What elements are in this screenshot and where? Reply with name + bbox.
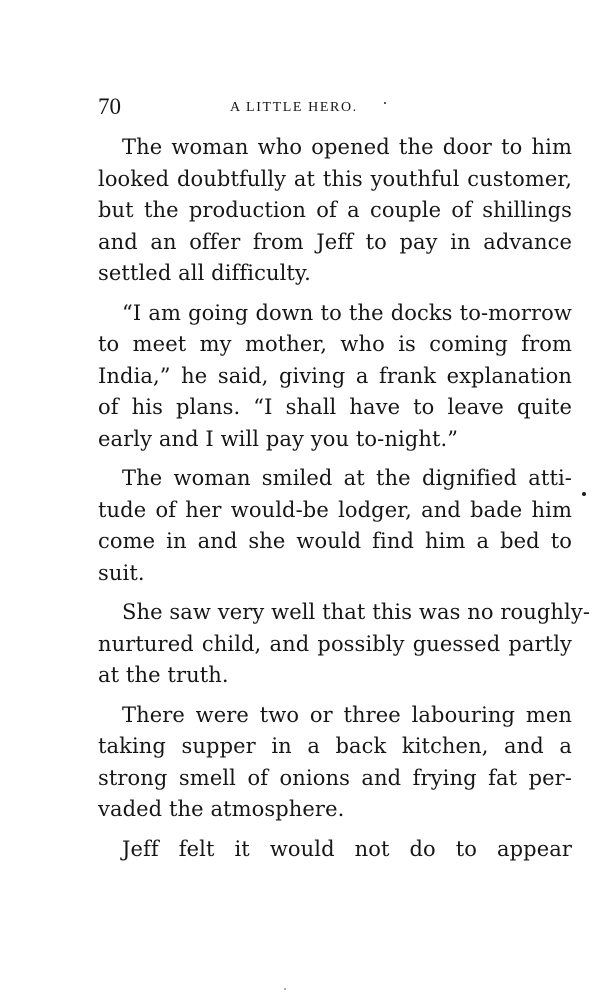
text-line: but the production of a couple of shillings [98,198,572,222]
paragraph-2 [98,298,572,456]
text-line: “I am going down to the docks to-morrow [122,300,572,325]
text-line: come in and she would find him a bed to [98,529,572,553]
text-line: India,” he said, giving a frank explanation [98,363,572,388]
ink-speck [384,102,386,104]
text-line: She saw very well that this was no roughly- [122,600,591,624]
text-line: tude of her would-be lodger, and bade him [98,497,572,522]
running-title: A LITTLE HERO. [230,100,358,115]
text-line: taking supper in a back kitchen, and a [98,734,572,758]
page-number: 70 [98,94,121,119]
text-line: at the truth. [98,663,229,687]
text-line: looked doubtfully at this youthful customer, [98,166,572,191]
ink-speck [284,988,286,990]
text-line: The woman who opened the door to him [122,135,572,159]
text-line: Jeff felt it would not do to appear [122,836,572,861]
text-line: early and I will pay you to-night.” [98,426,459,451]
ink-speck [582,492,586,496]
text-line: The woman smiled at the dignified atti- [122,466,572,490]
running-head [98,94,572,120]
paragraph-3 [98,463,572,589]
paragraph-1 [98,132,572,290]
text-line: vaded the atmosphere. [98,797,345,821]
text-line: nurtured child, and possibly guessed partly [98,631,572,656]
paragraph-6 [98,834,572,866]
text-line: of his plans. “I shall have to leave quite [98,395,572,419]
body-text [98,132,591,873]
text-line: suit. [98,560,145,585]
paragraph-4 [98,597,591,692]
text-line: to meet my mother, who is coming from [98,332,572,356]
text-line: settled all difficulty. [98,261,311,285]
text-line: strong smell of onions and frying fat per- [98,765,572,790]
paragraph-5 [98,700,572,826]
text-line: There were two or three labouring men [122,702,572,727]
text-line: and an offer from Jeff to pay in advance [98,229,572,254]
